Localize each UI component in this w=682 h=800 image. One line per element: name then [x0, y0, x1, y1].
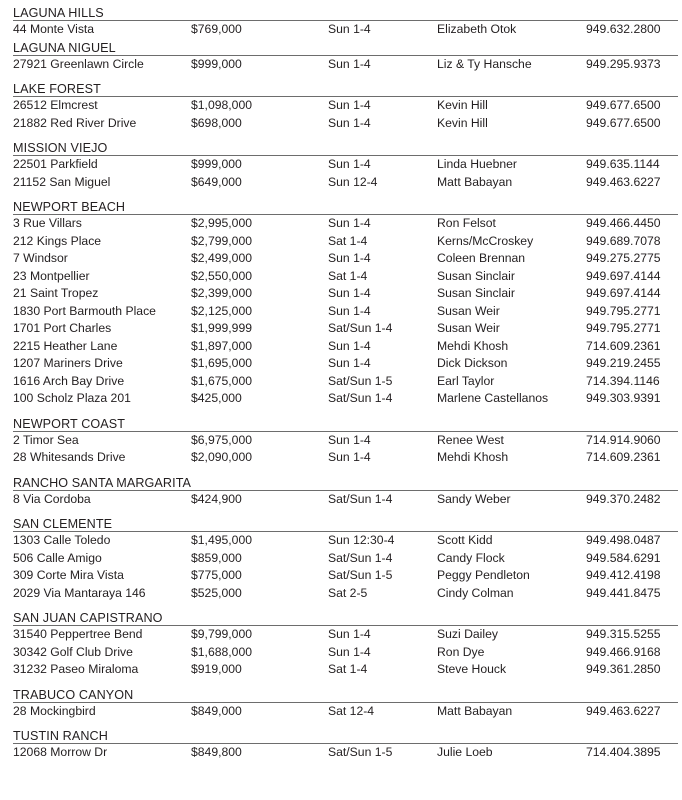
open-house-time: Sun 1-4 — [328, 216, 371, 230]
listing-row — [13, 373, 678, 391]
agent-phone: 949.219.2455 — [586, 356, 661, 370]
agent-name: Julie Loeb — [437, 745, 493, 759]
listing-address: 1701 Port Charles — [13, 321, 112, 335]
agent-name: Kevin Hill — [437, 98, 488, 112]
city-section — [13, 474, 678, 509]
listing-row — [13, 174, 678, 192]
open-house-time: Sat 12-4 — [328, 703, 375, 718]
city-heading: TUSTIN RANCH — [13, 727, 678, 744]
listing-row — [13, 156, 678, 174]
agent-phone: 949.412.4198 — [586, 568, 661, 582]
listing-row — [13, 268, 678, 286]
agent-name: Susan Sinclair — [437, 268, 515, 283]
listing-price: $2,550,000 — [191, 268, 252, 283]
listing-row — [13, 567, 678, 585]
city-heading: RANCHO SANTA MARGARITA — [13, 474, 678, 491]
open-house-time: Sat 1-4 — [328, 662, 368, 676]
agent-name: Susan Sinclair — [437, 286, 515, 300]
listing-price: $425,000 — [191, 391, 242, 405]
city-heading: LAKE FOREST — [13, 80, 678, 97]
listing-price: $424,900 — [191, 491, 242, 506]
listing-address: 3 Rue Villars — [13, 216, 82, 230]
open-house-time: Sun 12:30-4 — [328, 533, 395, 547]
listing-address: 12068 Morrow Dr — [13, 745, 108, 759]
listing-price: $775,000 — [191, 568, 242, 582]
listing-price: $849,800 — [191, 745, 242, 759]
listing-row — [13, 285, 678, 303]
city-section — [13, 415, 678, 467]
listing-price: $919,000 — [191, 662, 242, 676]
listing-row — [13, 449, 678, 467]
listing-row — [13, 532, 678, 550]
listing-address: 506 Calle Amigo — [13, 550, 102, 565]
agent-phone: 714.609.2361 — [586, 338, 661, 353]
listing-price: $999,000 — [191, 157, 242, 171]
open-house-time: Sat 1-4 — [328, 268, 368, 283]
agent-name: Matt Babayan — [437, 703, 513, 718]
agent-name: Sandy Weber — [437, 491, 511, 506]
agent-phone: 949.635.1144 — [586, 157, 660, 171]
agent-phone: 714.914.9060 — [586, 432, 661, 447]
listing-row — [13, 390, 678, 408]
agent-name: Ron Felsot — [437, 216, 496, 230]
city-heading: NEWPORT COAST — [13, 415, 678, 432]
open-house-time: Sun 1-4 — [328, 115, 371, 130]
listing-price: $1,688,000 — [191, 644, 252, 659]
listing-price: $2,399,000 — [191, 286, 252, 300]
listing-row — [13, 97, 678, 115]
listing-row — [13, 303, 678, 321]
listing-address: 44 Monte Vista — [13, 22, 95, 36]
listing-address: 27921 Greenlawn Circle — [13, 56, 144, 71]
listing-address: 8 Via Cordoba — [13, 491, 91, 506]
agent-phone: 949.275.2775 — [586, 251, 661, 265]
listing-address: 1207 Mariners Drive — [13, 356, 123, 370]
city-section — [13, 39, 678, 74]
listing-row — [13, 338, 678, 356]
agent-phone: 949.689.7078 — [586, 233, 661, 248]
agent-phone: 714.404.3895 — [586, 745, 661, 759]
open-house-time: Sun 1-4 — [328, 98, 371, 112]
listing-address: 22501 Parkfield — [13, 157, 98, 171]
listing-price: $1,999,999 — [191, 321, 252, 335]
open-house-time: Sun 1-4 — [328, 251, 371, 265]
agent-phone: 949.303.9391 — [586, 391, 661, 405]
agent-phone: 714.394.1146 — [586, 373, 660, 388]
agent-phone: 949.584.6291 — [586, 550, 661, 565]
listing-price: $2,799,000 — [191, 233, 252, 248]
open-house-time: Sat/Sun 1-4 — [328, 321, 393, 335]
listing-price: $859,000 — [191, 550, 242, 565]
agent-phone: 949.795.2771 — [586, 321, 661, 335]
open-house-time: Sun 1-4 — [328, 338, 371, 353]
listing-price: $2,090,000 — [191, 450, 252, 464]
agent-name: Kevin Hill — [437, 115, 488, 130]
listing-price: $1,495,000 — [191, 533, 252, 547]
listing-address: 28 Mockingbird — [13, 703, 96, 718]
agent-phone: 949.697.4144 — [586, 286, 661, 300]
agent-name: Ron Dye — [437, 644, 485, 659]
listing-address: 21882 Red River Drive — [13, 115, 137, 130]
listing-row — [13, 491, 678, 509]
listing-address: 31540 Peppertree Bend — [13, 627, 143, 641]
city-section — [13, 80, 678, 132]
open-house-time: Sun 1-4 — [328, 627, 371, 641]
listing-price: $2,499,000 — [191, 251, 252, 265]
listing-address: 21 Saint Tropez — [13, 286, 99, 300]
city-heading: SAN JUAN CAPISTRANO — [13, 609, 678, 626]
open-house-time: Sun 1-4 — [328, 157, 371, 171]
listing-address: 1303 Calle Toledo — [13, 533, 111, 547]
open-house-time: Sun 1-4 — [328, 356, 371, 370]
agent-phone: 949.466.4450 — [586, 216, 661, 230]
agent-name: Mehdi Khosh — [437, 450, 509, 464]
open-house-time: Sun 1-4 — [328, 56, 371, 71]
listing-address: 2 Timor Sea — [13, 432, 79, 447]
listing-row — [13, 215, 678, 233]
agent-name: Mehdi Khosh — [437, 338, 509, 353]
listing-address: 23 Montpellier — [13, 268, 90, 283]
listing-row — [13, 744, 678, 762]
listing-row — [13, 644, 678, 662]
listing-price: $1,897,000 — [191, 338, 252, 353]
open-house-time: Sat/Sun 1-4 — [328, 491, 393, 506]
listing-row — [13, 320, 678, 338]
open-house-time: Sun 1-4 — [328, 432, 371, 447]
agent-name: Scott Kidd — [437, 533, 493, 547]
open-house-time: Sat/Sun 1-4 — [328, 391, 393, 405]
listing-price: $2,995,000 — [191, 216, 252, 230]
listing-address: 309 Corte Mira Vista — [13, 568, 124, 582]
listing-row — [13, 56, 678, 74]
agent-phone: 949.463.6227 — [586, 703, 661, 718]
city-heading: TRABUCO CANYON — [13, 686, 678, 703]
listing-address: 100 Scholz Plaza 201 — [13, 391, 131, 405]
city-heading: LAGUNA HILLS — [13, 4, 678, 21]
city-section — [13, 139, 678, 191]
open-house-time: Sat/Sun 1-4 — [328, 550, 393, 565]
listing-row — [13, 661, 678, 679]
city-section — [13, 515, 678, 602]
listing-row — [13, 21, 678, 39]
agent-phone: 714.609.2361 — [586, 450, 661, 464]
agent-name: Candy Flock — [437, 550, 505, 565]
open-house-time: Sat 1-4 — [328, 233, 368, 248]
listing-price: $769,000 — [191, 22, 242, 36]
agent-name: Susan Weir — [437, 321, 500, 335]
listing-address: 2029 Via Mantaraya 146 — [13, 585, 146, 600]
open-house-time: Sat/Sun 1-5 — [328, 745, 393, 759]
city-section — [13, 727, 678, 762]
agent-name: Steve Houck — [437, 662, 507, 676]
listing-address: 26512 Elmcrest — [13, 98, 98, 112]
listing-price: $649,000 — [191, 174, 242, 189]
agent-name: Coleen Brennan — [437, 251, 526, 265]
open-house-time: Sun 1-4 — [328, 22, 371, 36]
listing-address: 31232 Paseo Miraloma — [13, 662, 139, 676]
listing-row — [13, 432, 678, 450]
listing-price: $849,000 — [191, 703, 242, 718]
city-heading: MISSION VIEJO — [13, 139, 678, 156]
city-section — [13, 4, 678, 39]
agent-name: Dick Dickson — [437, 356, 508, 370]
listing-row — [13, 355, 678, 373]
agent-phone: 949.315.5255 — [586, 627, 661, 641]
listing-address: 1830 Port Barmouth Place — [13, 303, 156, 318]
listing-address: 212 Kings Place — [13, 233, 102, 248]
city-heading: NEWPORT BEACH — [13, 198, 678, 215]
listing-row — [13, 250, 678, 268]
open-house-time: Sat/Sun 1-5 — [328, 568, 393, 582]
agent-phone: 949.498.0487 — [586, 533, 661, 547]
agent-phone: 949.466.9168 — [586, 644, 661, 659]
listing-row — [13, 703, 678, 721]
agent-name: Peggy Pendleton — [437, 568, 530, 582]
agent-phone: 949.795.2771 — [586, 303, 661, 318]
city-section — [13, 686, 678, 721]
listing-row — [13, 115, 678, 133]
agent-phone: 949.361.2850 — [586, 662, 661, 676]
agent-phone: 949.370.2482 — [586, 491, 661, 506]
listing-price: $999,000 — [191, 56, 242, 71]
listing-address: 30342 Golf Club Drive — [13, 644, 133, 659]
agent-phone: 949.463.6227 — [586, 174, 661, 189]
listing-price: $1,675,000 — [191, 373, 252, 388]
open-house-time: Sun 1-4 — [328, 303, 371, 318]
agent-name: Linda Huebner — [437, 157, 517, 171]
listing-price: $698,000 — [191, 115, 242, 130]
listing-row — [13, 233, 678, 251]
listing-address: 1616 Arch Bay Drive — [13, 373, 125, 388]
agent-phone: 949.632.2800 — [586, 22, 661, 36]
open-house-time: Sun 1-4 — [328, 286, 371, 300]
agent-phone: 949.677.6500 — [586, 98, 661, 112]
agent-name: Renee West — [437, 432, 504, 447]
agent-name: Kerns/McCroskey — [437, 233, 534, 248]
city-heading: LAGUNA NIGUEL — [13, 39, 678, 56]
listing-price: $1,098,000 — [191, 98, 252, 112]
listing-price: $6,975,000 — [191, 432, 252, 447]
agent-phone: 949.697.4144 — [586, 268, 661, 283]
city-heading: SAN CLEMENTE — [13, 515, 678, 532]
listing-address: 2215 Heather Lane — [13, 338, 118, 353]
open-house-time: Sun 12-4 — [328, 174, 378, 189]
listing-row — [13, 626, 678, 644]
listing-price: $525,000 — [191, 585, 242, 600]
city-section — [13, 609, 678, 679]
listing-price: $9,799,000 — [191, 627, 252, 641]
listing-address: 21152 San Miguel — [13, 174, 111, 189]
listing-price: $2,125,000 — [191, 303, 252, 318]
listing-address: 28 Whitesands Drive — [13, 450, 126, 464]
agent-name: Marlene Castellanos — [437, 391, 549, 405]
agent-name: Earl Taylor — [437, 373, 495, 388]
city-section — [13, 198, 678, 408]
agent-name: Matt Babayan — [437, 174, 513, 189]
agent-name: Liz & Ty Hansche — [437, 56, 532, 71]
agent-phone: 949.441.8475 — [586, 585, 661, 600]
agent-phone: 949.677.6500 — [586, 115, 661, 130]
listing-row — [13, 550, 678, 568]
open-house-time: Sat 2-5 — [328, 585, 368, 600]
open-house-time: Sun 1-4 — [328, 450, 371, 464]
listing-price: $1,695,000 — [191, 356, 252, 370]
open-house-time: Sun 1-4 — [328, 644, 371, 659]
agent-name: Cindy Colman — [437, 585, 514, 600]
agent-name: Susan Weir — [437, 303, 500, 318]
agent-name: Elizabeth Otok — [437, 22, 517, 36]
agent-phone: 949.295.9373 — [586, 56, 661, 71]
open-house-time: Sat/Sun 1-5 — [328, 373, 393, 388]
listing-address: 7 Windsor — [13, 251, 68, 265]
listing-row — [13, 585, 678, 603]
agent-name: Suzi Dailey — [437, 627, 498, 641]
